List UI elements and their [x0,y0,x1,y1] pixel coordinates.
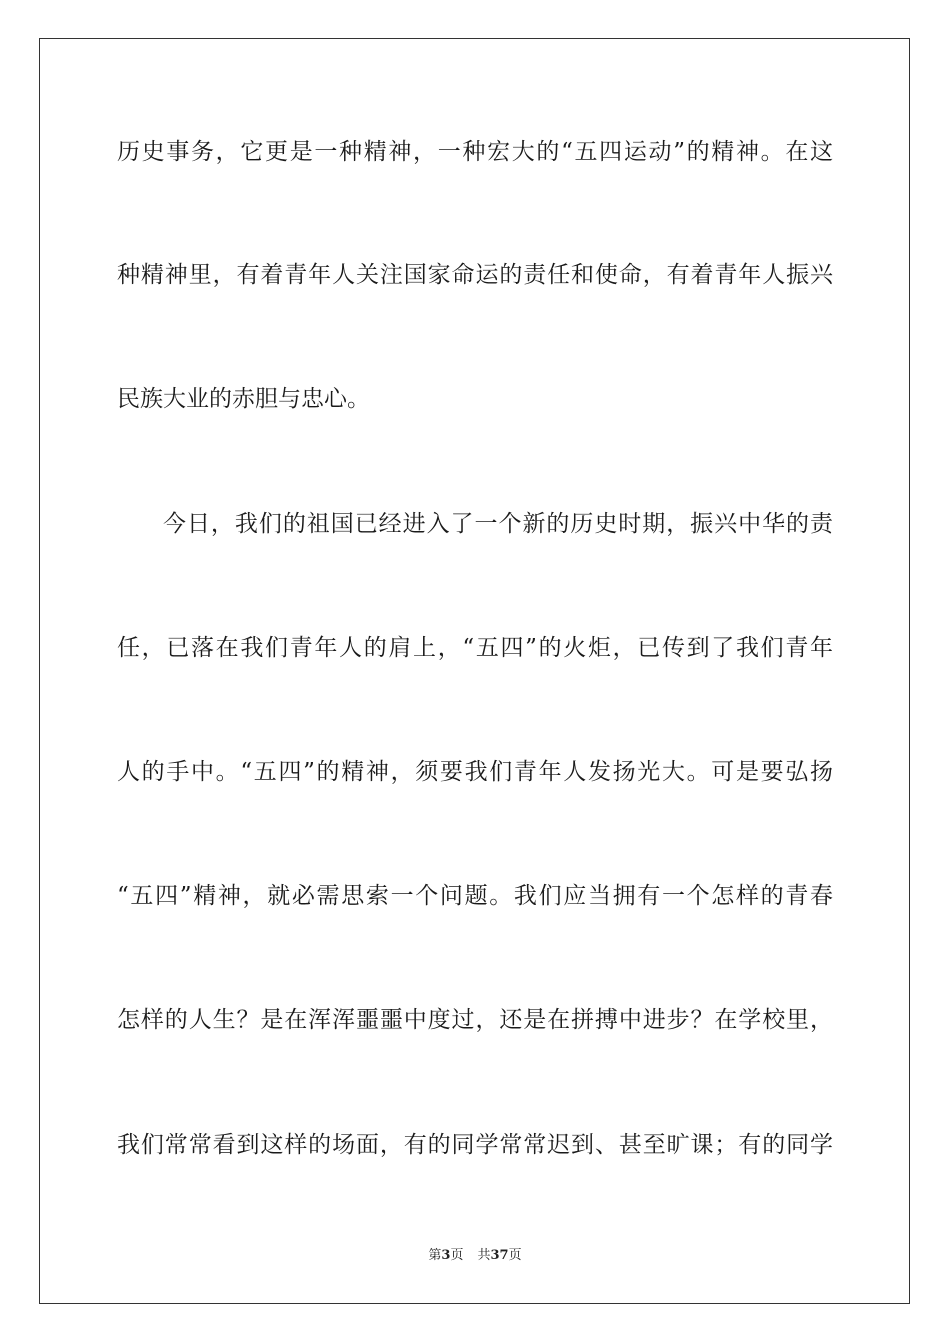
page-prefix: 第 [428,1248,442,1263]
page-footer [0,1247,950,1265]
total-suffix: 页 [508,1248,522,1263]
body-text-line: 人的手中。“五四”的精神，须要我们青年人发扬光大。可是要弘扬 [117,759,833,785]
body-text-line: “五四”精神，就必需思索一个问题。我们应当拥有一个怎样的青春 [117,883,833,909]
page-suffix: 页 [450,1248,464,1263]
body-text-line: 我们常常看到这样的场面，有的同学常常迟到、甚至旷课；有的同学 [117,1132,833,1158]
page-border [39,38,910,1304]
total-prefix: 共 [477,1248,491,1263]
total-pages: 37 [490,1248,509,1263]
body-text-line: 历史事务，它更是一种精神，一种宏大的“五四运动”的精神。在这 [117,139,833,165]
body-text-line: 民族大业的赤胆与忠心。 [117,386,370,412]
body-text-line: 种精神里，有着青年人关注国家命运的责任和使命，有着青年人振兴 [117,262,833,288]
body-text-line: 怎样的人生？是在浑浑噩噩中度过，还是在拼搏中进步？在学校里， [117,1007,833,1033]
page-number: 3 [441,1248,451,1263]
paragraph-first-line: 今日，我们的祖国已经进入了一个新的历史时期，振兴中华的责 [163,511,833,537]
body-text-line: 任，已落在我们青年人的肩上，“五四”的火炬，已传到了我们青年 [117,635,833,661]
